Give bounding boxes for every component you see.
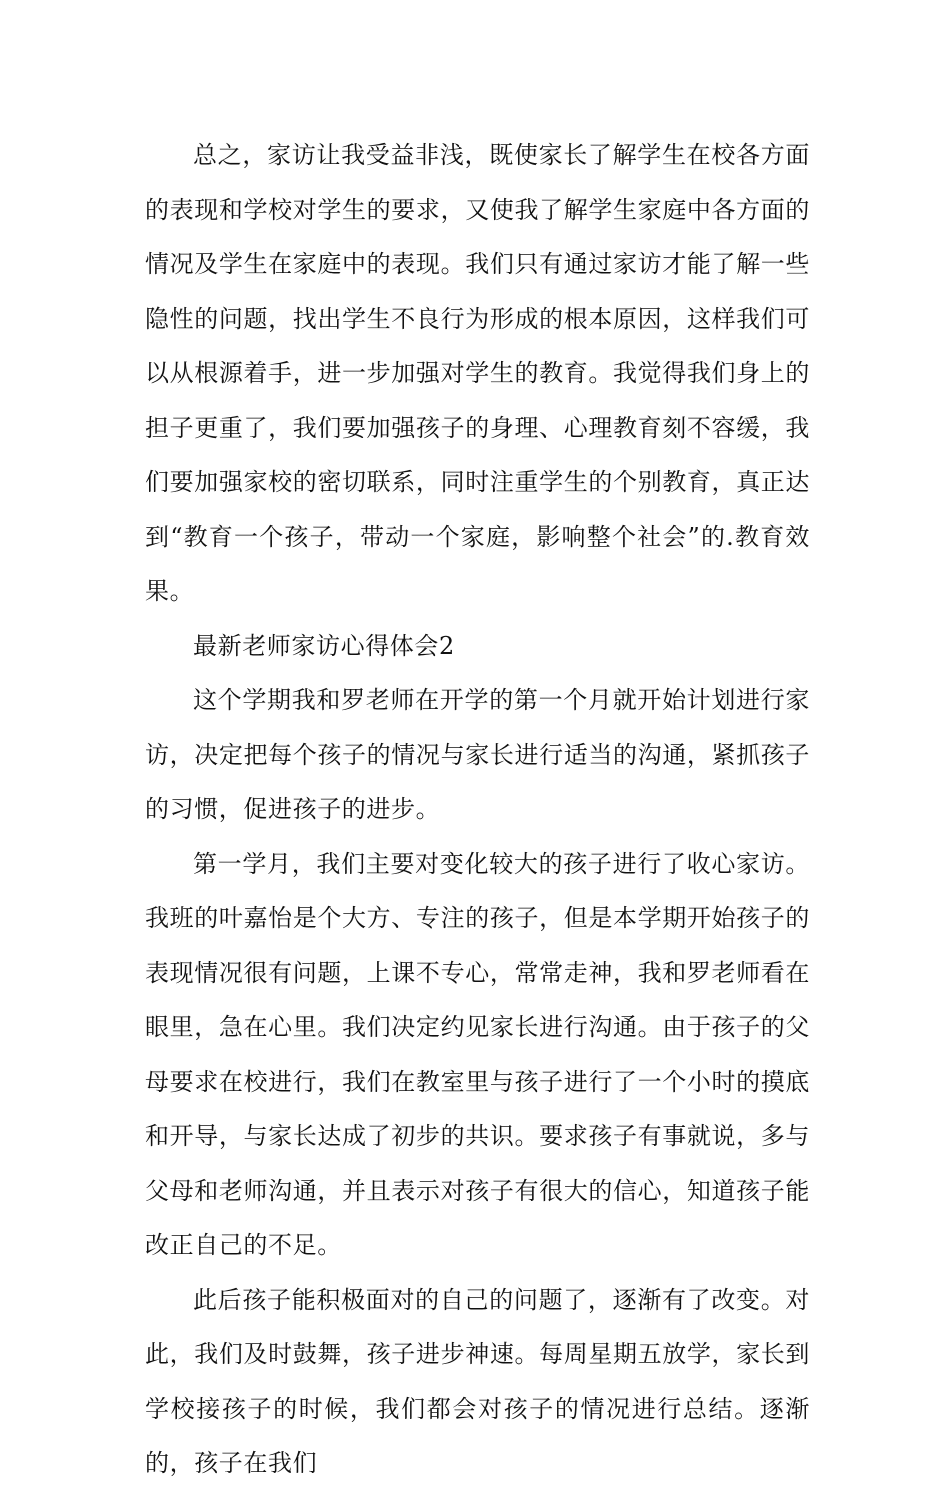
paragraph-plan: 这个学期我和罗老师在开学的第一个月就开始计划进行家访，决定把每个孩子的情况与家长进行适当的沟通，紧抓孩子的习惯，促进孩子的进步。 [145, 686, 810, 823]
paragraph-progress: 此后孩子能积极面对的自己的问题了，逐渐有了改变。对此，我们及时鼓舞，孩子进步神速。每周星期五放学，家长到学校接孩子的时候，我们都会对孩子的情况进行总结。逐渐的，孩子在我们 [145, 1285, 810, 1477]
paragraph-first-month: 第一学月，我们主要对变化较大的孩子进行了收心家访。我班的叶嘉怡是个大方、专注的孩子，但是本学期开始孩子的表现情况很有问题，上课不专心，常常走神，我和罗老师看在眼里，急在心里。我们决定约见家长进行沟通。由于孩子的父母要求在校进行，我们在教室里与孩子进行了一个小时的摸底和开导，与家长达成了初步的共识。要求孩子有事就说，多与父母和老师沟通，并且表示对孩子有很大的信心，知道孩子能改正自己的不足。 [145, 849, 810, 1259]
paragraph-summary: 总之，家访让我受益非浅，既使家长了解学生在校各方面的表现和学校对学生的要求，又使我了解学生家庭中各方面的情况及学生在家庭中的表现。我们只有通过家访才能了解一些隐性的问题，找出学生不良行为形成的根本原因，这样我们可以从根源着手，进一步加强对学生的教育。我觉得我们身上的担子更重了，我们要加强孩子的身理、心理教育刻不容缓，我们要加强家校的密切联系，同时注重学生的个别教育，真正达到“教育一个孩子，带动一个家庭，影响整个社会”的.教育效果。 [145, 141, 810, 605]
section-heading: 最新老师家访心得体会2 [193, 631, 455, 660]
document-body [145, 128, 810, 1491]
